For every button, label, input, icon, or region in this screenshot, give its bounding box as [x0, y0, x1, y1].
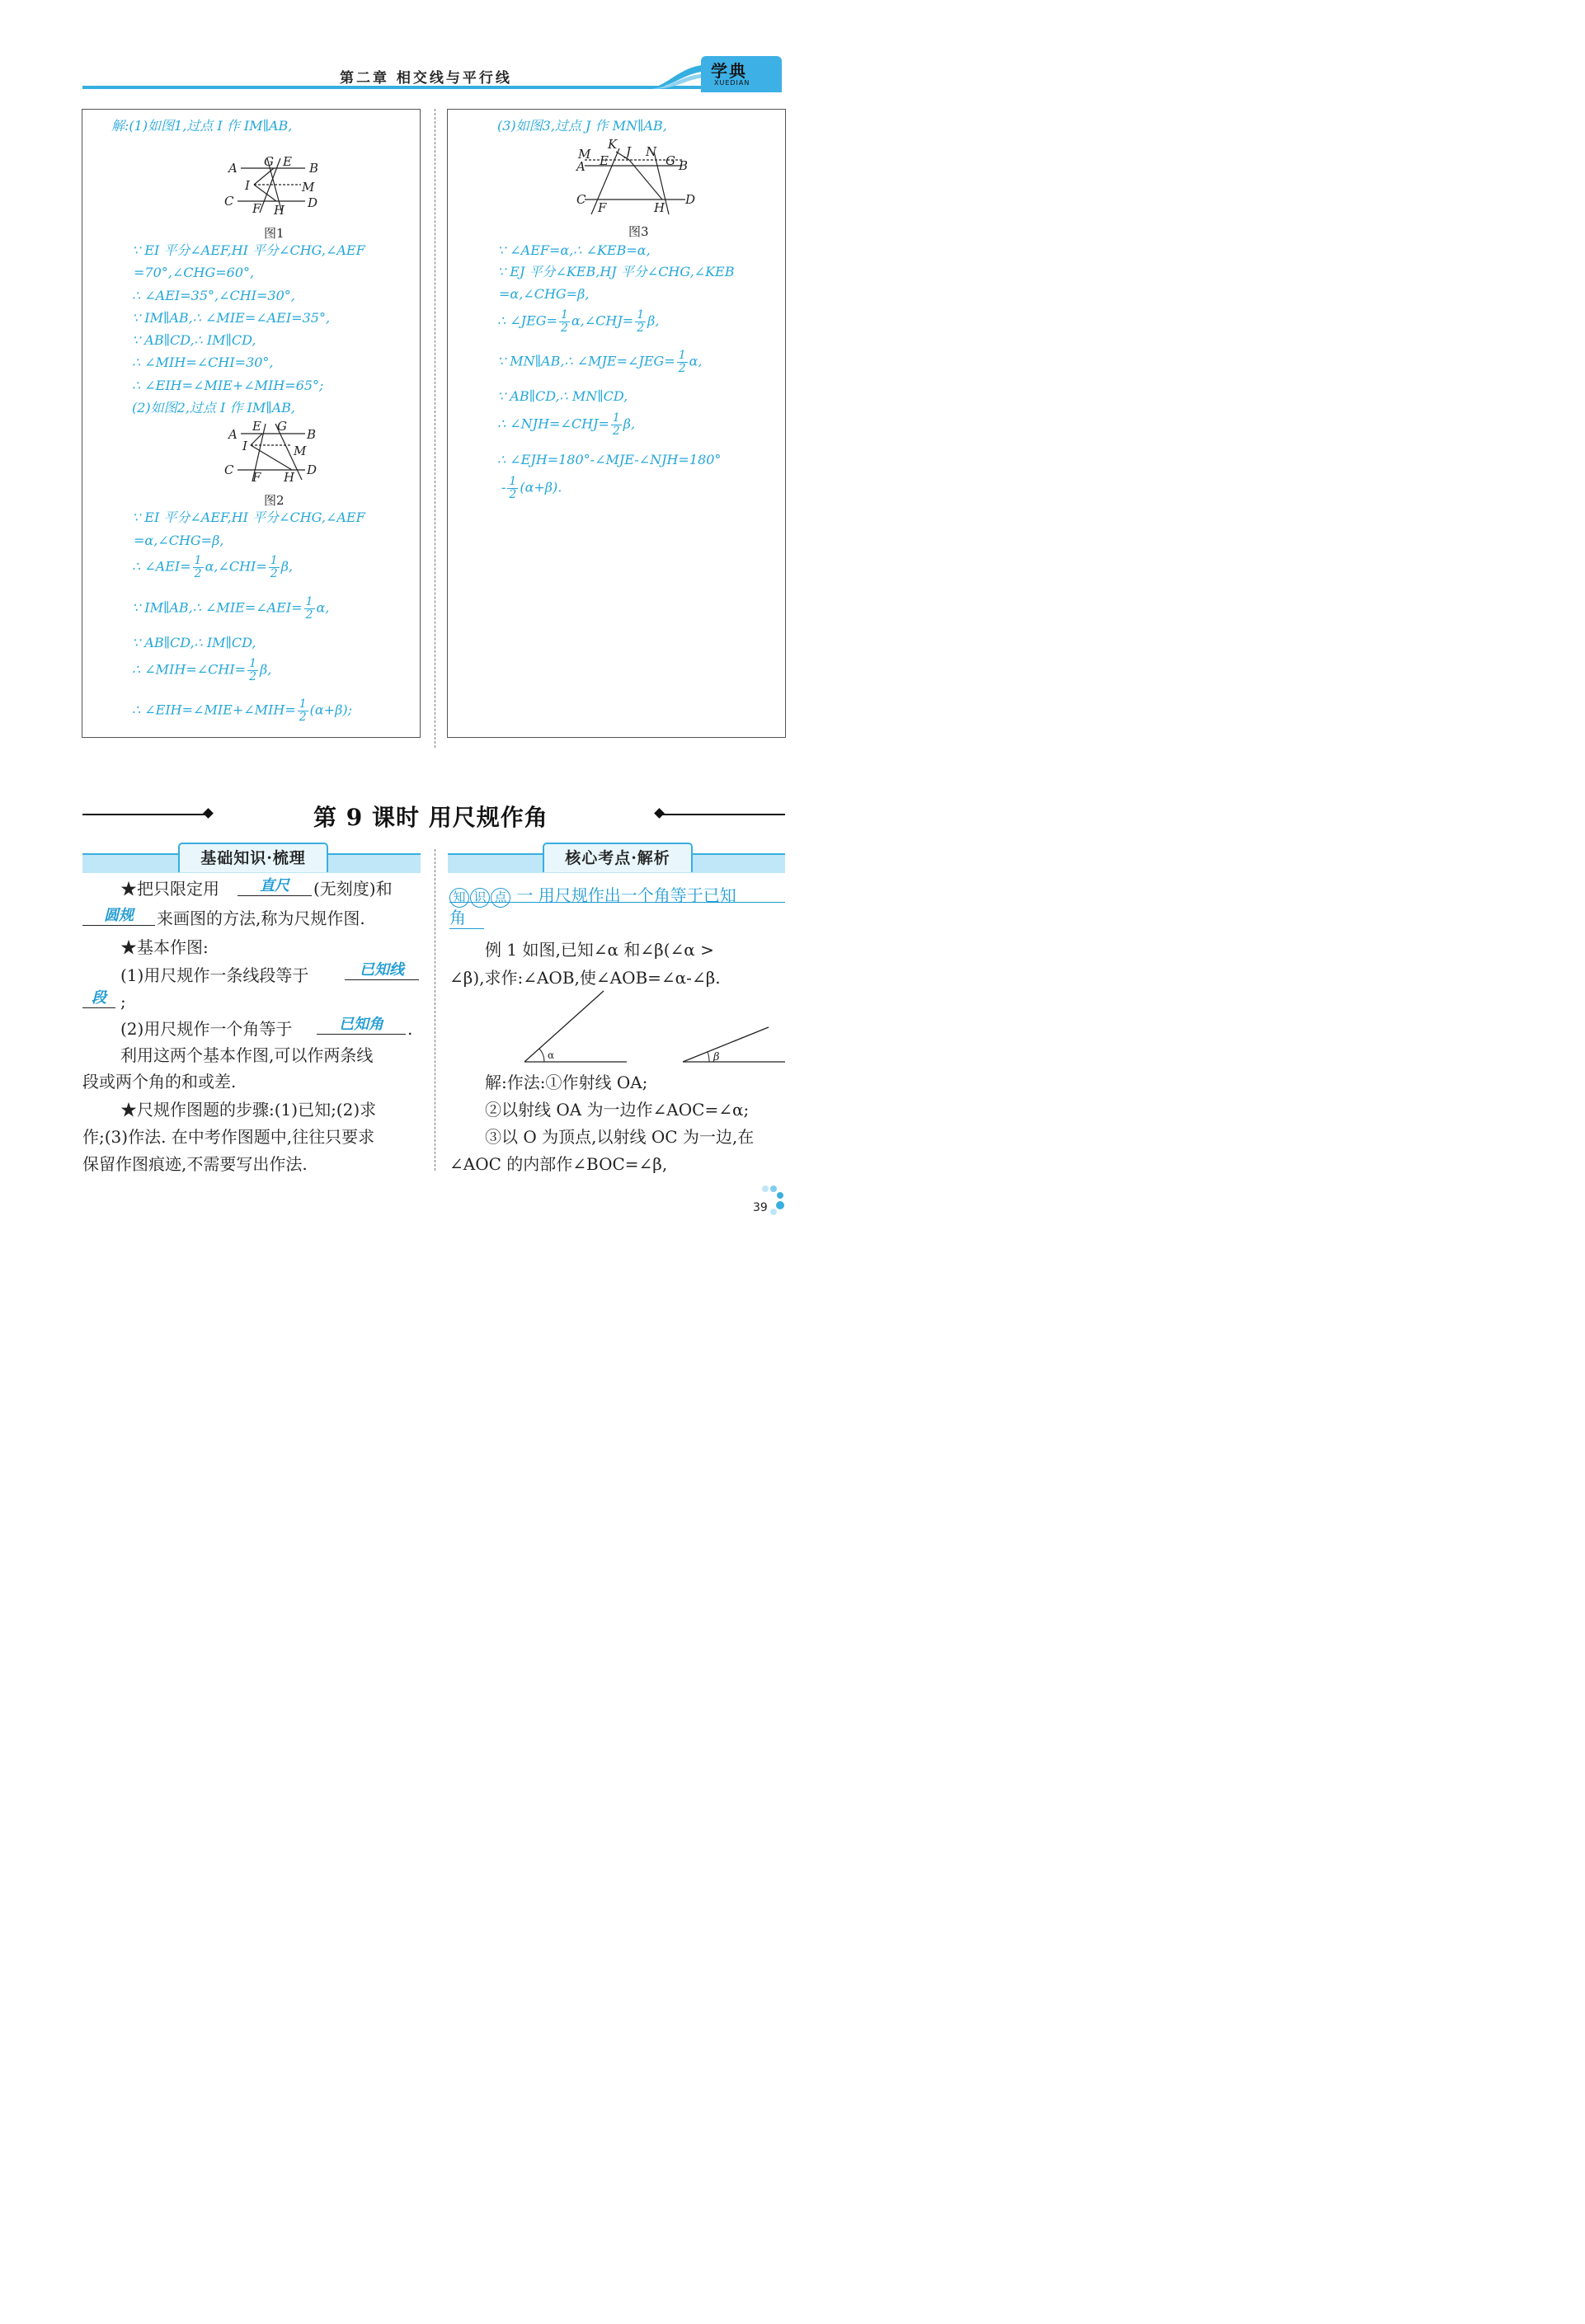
- solution-step: ∠AOC 的内部作∠BOC=∠β,: [449, 1154, 668, 1174]
- fig2-label-I: I: [242, 439, 247, 453]
- fill-blank-compass: 圆规: [82, 907, 155, 926]
- figure-3: [573, 139, 705, 219]
- solution-line: ∵ EI 平分∠AEF,HI 平分∠CHG,∠AEF: [132, 509, 365, 525]
- solution-line: (2)如图2,过点 I 作 IM∥AB,: [132, 400, 296, 416]
- title-diamond-left: [203, 808, 214, 819]
- fig1-label-B: B: [309, 161, 319, 176]
- fraction-half: $\frac{1}{2}$: [560, 308, 568, 335]
- fig1-label-E: E: [283, 154, 292, 169]
- fraction-half: $\frac{1}{2}$: [299, 697, 307, 724]
- kp-title: 一 用尺规作出一个角等于已知: [516, 885, 736, 905]
- fig2-label-F: F: [252, 470, 261, 485]
- fig3-label-B: B: [679, 158, 689, 173]
- fig3-label-J: J: [626, 144, 632, 159]
- fig2-label-E: E: [252, 419, 261, 434]
- solution-formula-line: ∴ ∠MIH=∠CHI= $\frac{1}{2}$ β,: [132, 657, 272, 683]
- fig1-label-I: I: [245, 178, 250, 193]
- example-line: ∠β),求作:∠AOB,使∠AOB=∠α-∠β.: [449, 968, 721, 988]
- fig3-label-D: D: [685, 192, 696, 207]
- angle-figure: [520, 988, 792, 1067]
- solution-formula-line: ∵ IM∥AB,∴ ∠MIE=∠AEI= $\frac{1}{2}$ α,: [132, 595, 330, 622]
- kp-circle: 知: [449, 888, 469, 908]
- basics-line: ★基本作图:: [120, 937, 209, 957]
- lesson-title: 第 9 课时 用尺规作角: [313, 804, 548, 831]
- basics-line: (无刻度)和: [313, 879, 393, 899]
- fig1-label-D: D: [308, 195, 318, 210]
- solution-line: ∴ ∠MIH=∠CHI=30°,: [132, 354, 274, 370]
- basics-line: ★尺规作图题的步骤:(1)已知;(2)求: [120, 1100, 377, 1120]
- fig1-caption: 图1: [264, 226, 285, 241]
- solution-intro: 解:(1)如图1,过点 I 作 IM∥AB,: [111, 118, 293, 134]
- basics-line: .: [407, 1019, 413, 1039]
- chapter-title: 第二章 相交线与平行线: [340, 70, 512, 87]
- basics-line: 保留作图痕迹,不需要写出作法.: [82, 1154, 308, 1174]
- fig2-label-B: B: [307, 427, 317, 442]
- fill-blank-angle: 已知角: [317, 1016, 406, 1035]
- fig1-label-A: A: [228, 161, 238, 176]
- basics-line: 利用这两个基本作图,可以作两条线: [120, 1045, 374, 1065]
- fraction-half: $\frac{1}{2}$: [509, 475, 517, 501]
- fig1-label-F: F: [252, 201, 261, 216]
- fig1-label-M: M: [302, 180, 315, 195]
- knowledge-point-heading: [449, 882, 736, 908]
- solution-line: ∵ AB∥CD,∴ MN∥CD,: [497, 388, 628, 404]
- basics-line: (2)用尺规作一个角等于: [120, 1019, 293, 1039]
- basics-line: ★把只限定用: [120, 879, 219, 899]
- section-tab-core: 核心考点·解析: [543, 843, 693, 872]
- fig2-label-G: G: [277, 419, 287, 434]
- example-line: 例 1 如图,已知∠α 和∠β(∠α >: [485, 940, 714, 960]
- fig2-label-M: M: [294, 444, 307, 458]
- solution-step: ②以射线 OA 为一边作∠AOC=∠α;: [485, 1100, 750, 1120]
- fig3-label-A: A: [576, 159, 586, 174]
- solution-line: ∵ EJ 平分∠KEB,HJ 平分∠CHG,∠KEB: [497, 264, 735, 279]
- fraction-half: $\frac{1}{2}$: [305, 595, 313, 622]
- fig1-label-G: G: [264, 154, 274, 169]
- kp-circle: 识: [470, 888, 490, 908]
- title-rule-right: [660, 814, 785, 815]
- fig3-label-N: N: [646, 144, 657, 159]
- solution-line: =α,∠CHG=β,: [499, 286, 590, 302]
- fig2-label-C: C: [224, 462, 234, 477]
- fraction-half: $\frac{1}{2}$: [678, 349, 686, 375]
- section-tab-basics: 基础知识·梳理: [178, 843, 328, 872]
- figure-2: [223, 419, 322, 485]
- solution-intro: (3)如图3,过点 J 作 MN∥AB,: [497, 118, 667, 134]
- fig3-label-F: F: [598, 200, 607, 215]
- solution-line: ∴ ∠EJH=180°-∠MJE-∠NJH=180°: [497, 452, 722, 467]
- fig3-label-C: C: [576, 192, 586, 207]
- fig3-label-G: G: [666, 153, 675, 168]
- solution-step: 解:作法:①作射线 OA;: [485, 1073, 648, 1092]
- page-number: 39: [753, 1201, 768, 1214]
- solution-line: ∵ ∠AEF=α,∴ ∠KEB=α,: [497, 242, 651, 258]
- solution-formula-line: - $\frac{1}{2}$ (α+β).: [501, 475, 562, 501]
- solution-step: ③以 O 为顶点,以射线 OC 为一边,在: [485, 1127, 755, 1147]
- solution-line: =α,∠CHG=β,: [134, 533, 224, 548]
- solution-line: ∵ AB∥CD,∴ IM∥CD,: [132, 635, 256, 650]
- fill-blank-segment: 已知线: [345, 961, 419, 980]
- fill-blank-segment-cont: 段: [82, 989, 115, 1008]
- solution-formula-line: ∴ ∠EIH=∠MIE+∠MIH= $\frac{1}{2}$ (α+β);: [132, 697, 352, 724]
- basics-line: 来画图的方法,称为尺规作图.: [157, 908, 365, 928]
- fig2-label-H: H: [284, 470, 295, 485]
- fig3-label-H: H: [654, 200, 666, 215]
- solution-formula-line: ∴ ∠JEG= $\frac{1}{2}$ α,∠CHJ= $\frac{1}{2}$ β,: [497, 308, 660, 335]
- fraction-half: $\frac{1}{2}$: [270, 554, 278, 580]
- figure-1: [223, 152, 322, 218]
- fig3-label-E: E: [600, 153, 609, 168]
- solution-line: ∵ IM∥AB,∴ ∠MIE=∠AEI=35°,: [132, 310, 331, 326]
- alpha-label: α: [548, 1049, 555, 1061]
- fraction-half: $\frac{1}{2}$: [194, 554, 202, 580]
- fig3-caption: 图3: [628, 224, 649, 239]
- fraction-half: $\frac{1}{2}$: [637, 308, 645, 335]
- solution-line: ∵ EI 平分∠AEF,HI 平分∠CHG,∠AEF: [132, 242, 365, 258]
- title-rule-left: [82, 814, 208, 815]
- solution-formula-line: ∵ MN∥AB,∴ ∠MJE=∠JEG= $\frac{1}{2}$ α,: [497, 349, 703, 375]
- fig3-label-K: K: [608, 139, 618, 152]
- solution-line: =70°,∠CHG=60°,: [134, 265, 255, 280]
- fig1-label-H: H: [274, 203, 285, 218]
- fig3-label-M: M: [578, 147, 591, 162]
- basics-line: (1)用尺规作一条线段等于: [120, 965, 309, 985]
- basics-line: ;: [120, 992, 126, 1012]
- solution-formula-line: ∴ ∠NJH=∠CHJ= $\frac{1}{2}$ β,: [497, 411, 636, 438]
- basics-line: 作;(3)作法. 在中考作图题中,往往只要求: [82, 1127, 375, 1147]
- fig2-caption: 图2: [264, 493, 285, 508]
- kp-title-continued: 角: [449, 907, 484, 929]
- fraction-half: $\frac{1}{2}$: [612, 411, 620, 438]
- logo-text: 学典: [711, 61, 747, 81]
- kp-underline: [449, 902, 785, 903]
- fill-blank-ruler: 直尺: [238, 877, 312, 896]
- kp-circle: 点: [491, 888, 510, 908]
- header-wave: [643, 61, 709, 91]
- solution-line: ∴ ∠AEI=35°,∠CHI=30°,: [132, 288, 295, 303]
- basics-line: 段或两个角的和或差.: [82, 1072, 237, 1092]
- fig2-label-D: D: [307, 462, 317, 477]
- solution-formula-line: ∴ ∠AEI= $\frac{1}{2}$ α,∠CHI= $\frac{1}{2}$ β,: [132, 554, 294, 580]
- fraction-half: $\frac{1}{2}$: [249, 657, 256, 683]
- solution-line: ∵ AB∥CD,∴ IM∥CD,: [132, 332, 256, 348]
- logo-subtext: XUEDIAN: [714, 79, 750, 87]
- solution-line: ∴ ∠EIH=∠MIE+∠MIH=65°;: [132, 378, 324, 393]
- beta-label: β: [713, 1051, 720, 1063]
- fig1-label-C: C: [224, 194, 234, 209]
- fig2-label-A: A: [228, 427, 238, 442]
